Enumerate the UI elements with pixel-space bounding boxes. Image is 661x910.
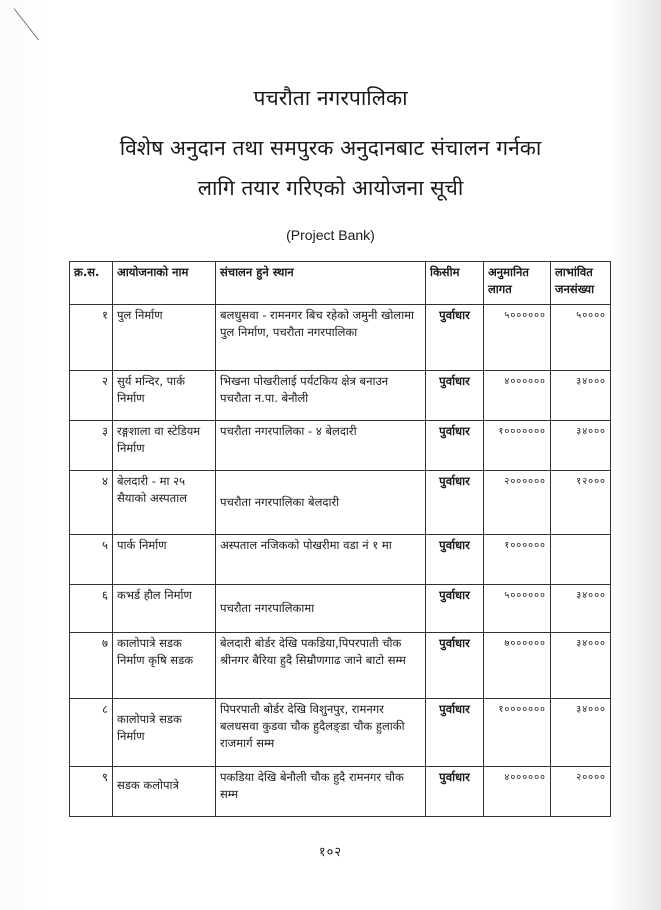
municipality-title: पचरौता नगरपालिका — [253, 86, 408, 110]
row-name: पुल निर्माण — [113, 305, 216, 371]
row-type: पुर्वाधार — [426, 421, 484, 471]
col-header-beneficiaries: लाभांवित जनसंख्या — [551, 262, 611, 305]
row-beneficiaries: ३४००० — [551, 421, 611, 471]
row-sn: ८ — [70, 699, 113, 767]
row-name: सुर्य मन्दिर, पार्क निर्माण — [113, 371, 216, 421]
row-cost: ५०००००० — [484, 305, 551, 371]
row-type: पुर्वाधार — [426, 371, 484, 421]
row-sn: ४ — [70, 471, 113, 535]
row-beneficiaries: १२००० — [551, 471, 611, 535]
row-type: पुर्वाधार — [426, 699, 484, 767]
row-sn: ५ — [70, 535, 113, 585]
row-type: पुर्वाधार — [426, 767, 484, 817]
row-location: पचरौता नगरपालिकामा — [216, 585, 426, 633]
row-type: पुर्वाधार — [426, 535, 484, 585]
row-cost: ४०००००० — [484, 767, 551, 817]
table-row — [70, 471, 611, 535]
project-bank-table — [69, 261, 611, 817]
document-subtitle: (Project Bank) — [286, 227, 375, 243]
row-beneficiaries: ३४००० — [551, 633, 611, 699]
row-cost: ७०००००० — [484, 633, 551, 699]
row-type: पुर्वाधार — [426, 633, 484, 699]
row-cost: १००००००० — [484, 699, 551, 767]
row-sn: १ — [70, 305, 113, 371]
table-row — [70, 767, 611, 817]
row-beneficiaries: ३४००० — [551, 585, 611, 633]
row-beneficiaries: ३४००० — [551, 699, 611, 767]
row-sn: ६ — [70, 585, 113, 633]
row-cost: २०००००० — [484, 471, 551, 535]
row-name: कालोपात्रे सडक निर्माण कृषि सडक — [113, 633, 216, 699]
row-beneficiaries — [551, 535, 611, 585]
col-header-name: आयोजनाको नाम — [113, 262, 216, 305]
row-cost: १०००००० — [484, 535, 551, 585]
row-beneficiaries: ५०००० — [551, 305, 611, 371]
scan-mark — [14, 8, 39, 40]
row-cost: ५०००००० — [484, 585, 551, 633]
document-title-line2: लागि तयार गरिएको आयोजना सूची — [197, 176, 464, 200]
col-header-cost: अनुमानित लागत — [484, 262, 551, 305]
table-row — [70, 371, 611, 421]
col-header-sn: क्र.स. — [70, 262, 113, 305]
row-cost: ४०००००० — [484, 371, 551, 421]
table-row — [70, 421, 611, 471]
table-header-row — [70, 262, 611, 305]
row-name: बेलदारी - मा २५ सैयाको अस्पताल — [113, 471, 216, 535]
row-sn: ७ — [70, 633, 113, 699]
table-row — [70, 535, 611, 585]
row-type: पुर्वाधार — [426, 305, 484, 371]
table-row — [70, 585, 611, 633]
table-row — [70, 699, 611, 767]
row-type: पुर्वाधार — [426, 585, 484, 633]
row-name: रङ्गशाला वा स्टेडियम निर्माण — [113, 421, 216, 471]
row-type: पुर्वाधार — [426, 471, 484, 535]
row-beneficiaries: ३४००० — [551, 371, 611, 421]
col-header-location: संचालन हुने स्थान — [216, 262, 426, 305]
row-location: अस्पताल नजिकको पोखरीमा वडा नं १ मा — [216, 535, 426, 585]
row-location: पचरौता नगरपालिका - ४ बेलदारी — [216, 421, 426, 471]
row-sn: २ — [70, 371, 113, 421]
page-number: १०२ — [318, 845, 343, 860]
row-cost: १००००००० — [484, 421, 551, 471]
row-location: बेलदारी बोर्डर देखि पकडिया,पिपरपाती चौक श्रीनगर बैरिया हुदै सिम्रौणगाढ जाने बाटो सम्म — [216, 633, 426, 699]
row-name: कभर्ड हौल निर्माण — [113, 585, 216, 633]
row-location: पकडिया देखि बेनौली चौक हुदै रामनगर चौक सम्म — [216, 767, 426, 817]
row-name: कालोपात्रे सडक निर्माण — [113, 699, 216, 767]
row-sn: ३ — [70, 421, 113, 471]
row-sn: ९ — [70, 767, 113, 817]
table-row — [70, 305, 611, 371]
row-location: पचरौता नगरपालिका बेलदारी — [216, 471, 426, 535]
row-beneficiaries: २०००० — [551, 767, 611, 817]
table-row — [70, 633, 611, 699]
row-name: पार्क निर्माण — [113, 535, 216, 585]
row-location: भिखना पोखरीलाई पर्यटकिय क्षेत्र बनाउन पचरौता न.पा. बेनौली — [216, 371, 426, 421]
col-header-type: किसीम — [426, 262, 484, 305]
document-title-line1: विशेष अनुदान तथा समपुरक अनुदानबाट संचालन गर्नका — [119, 136, 542, 160]
row-name: सडक कलोपात्रे — [113, 767, 216, 817]
row-location: पिपरपाती बोर्डर देखि विशुनपुर, रामनगर बलधसवा कुडवा चौक हुदैलङ्डा चौक हुलाकी राजमार्ग सम्म — [216, 699, 426, 767]
row-location: बलधुसवा - रामनगर बिच रहेको जमुनी खोलामा पुल निर्माण, पचरौता नगरपालिका — [216, 305, 426, 371]
